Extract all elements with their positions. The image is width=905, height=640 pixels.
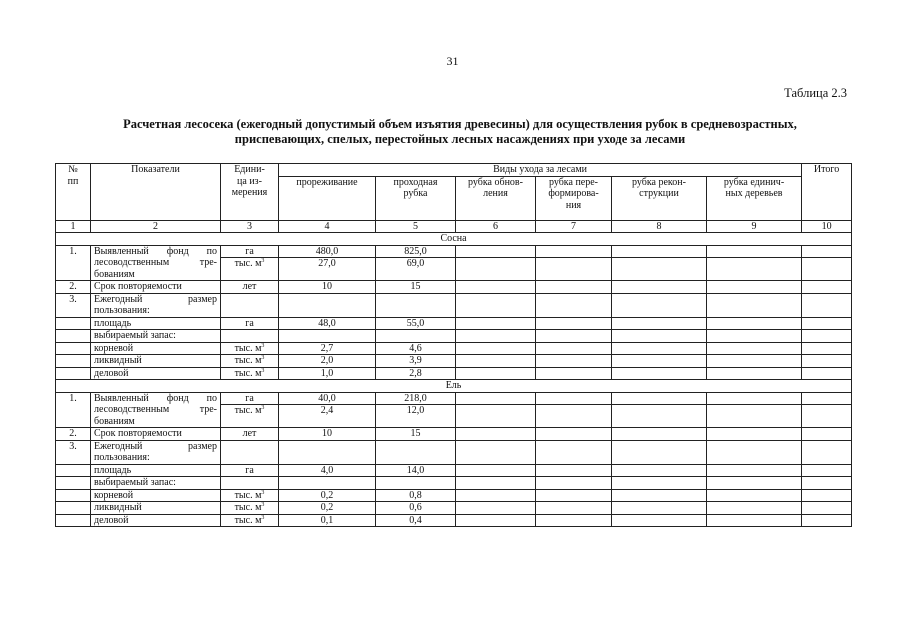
table-cell: 10 <box>279 281 376 294</box>
table-cell: корневой <box>91 489 221 502</box>
table-cell: деловой <box>91 514 221 527</box>
table-cell: 15 <box>376 428 456 441</box>
table-cell: 0,1 <box>279 514 376 527</box>
empty-cell <box>56 502 91 515</box>
col-number: 4 <box>279 220 376 233</box>
empty-cell <box>536 330 612 343</box>
empty-cell <box>456 428 536 441</box>
empty-cell <box>707 258 802 281</box>
empty-cell <box>456 317 536 330</box>
empty-cell <box>707 514 802 527</box>
table-cell: выбираемый запас: <box>91 330 221 343</box>
empty-cell <box>221 367 279 380</box>
empty-cell <box>456 514 536 527</box>
header-kind-reformation <box>536 176 612 220</box>
empty-cell <box>612 392 707 405</box>
table-row <box>56 281 852 294</box>
empty-cell <box>612 502 707 515</box>
empty-cell <box>376 477 456 490</box>
empty-cell <box>221 440 279 464</box>
cell-text: тыс. м <box>234 342 262 354</box>
cell-text: тыс. м <box>234 367 262 379</box>
empty-cell <box>612 514 707 527</box>
table-cell: 218,0 <box>376 392 456 405</box>
cell-text: лесоводственным тре- <box>94 404 217 415</box>
empty-cell <box>456 405 536 428</box>
col-number: 1 <box>56 220 91 233</box>
empty-cell <box>802 392 852 405</box>
empty-cell <box>612 440 707 464</box>
empty-cell <box>456 330 536 343</box>
table-cell: 2. <box>56 281 91 294</box>
cell-text: мерения <box>231 187 268 198</box>
empty-cell <box>456 440 536 464</box>
empty-cell <box>612 317 707 330</box>
empty-cell <box>802 464 852 477</box>
col-number: 2 <box>91 220 221 233</box>
empty-cell <box>536 367 612 380</box>
header-unit <box>221 164 279 221</box>
empty-cell <box>56 464 91 477</box>
empty-cell <box>456 367 536 380</box>
table-cell: га <box>221 392 279 405</box>
table-row <box>56 392 852 405</box>
table-row <box>56 477 852 490</box>
empty-cell <box>536 464 612 477</box>
table-cell: ликвидный <box>91 355 221 368</box>
cell-text: ных деревьев <box>725 188 783 199</box>
table-cell: 55,0 <box>376 317 456 330</box>
empty-cell <box>802 489 852 502</box>
empty-cell <box>612 405 707 428</box>
table-cell: 12,0 <box>376 405 456 428</box>
empty-cell <box>376 330 456 343</box>
table-cell: Срок повторяемости <box>91 281 221 294</box>
empty-cell <box>456 258 536 281</box>
empty-cell <box>456 477 536 490</box>
empty-cell <box>707 489 802 502</box>
col-number: 8 <box>612 220 707 233</box>
empty-cell <box>612 367 707 380</box>
cell-text: лесоводственным тре- <box>94 257 217 268</box>
table-cell: лет <box>221 281 279 294</box>
table-cell: площадь <box>91 317 221 330</box>
empty-cell <box>221 502 279 515</box>
header-kind-reconstruction <box>612 176 707 220</box>
table-cell: 27,0 <box>279 258 376 281</box>
empty-cell <box>802 477 852 490</box>
table-row <box>56 502 852 515</box>
empty-cell <box>56 355 91 368</box>
col-number: 7 <box>536 220 612 233</box>
table-cell: 69,0 <box>376 258 456 281</box>
empty-cell <box>56 367 91 380</box>
header-row-1 <box>56 164 852 177</box>
empty-cell <box>707 293 802 317</box>
empty-cell <box>536 428 612 441</box>
table-cell: 2. <box>56 428 91 441</box>
empty-cell <box>536 281 612 294</box>
table-row <box>56 514 852 527</box>
unit-superscript: 3 <box>261 489 265 496</box>
empty-cell <box>707 317 802 330</box>
empty-cell <box>536 405 612 428</box>
cell-text: рубка рекон- <box>632 176 686 188</box>
empty-cell <box>802 317 852 330</box>
section-row-pine <box>56 233 852 246</box>
column-numbers-row <box>56 220 852 233</box>
empty-cell <box>279 330 376 343</box>
table-cell: 2,4 <box>279 405 376 428</box>
table-cell: 0,4 <box>376 514 456 527</box>
header-kind-renewal <box>456 176 536 220</box>
table-row <box>56 440 852 464</box>
col-number: 9 <box>707 220 802 233</box>
empty-cell <box>221 489 279 502</box>
empty-cell <box>802 293 852 317</box>
title-line-2: приспевающих, спелых, перестойных лесных насаждениях при уходе за лесами <box>234 132 686 146</box>
table-cell: 1,0 <box>279 367 376 380</box>
empty-cell <box>56 330 91 343</box>
cell-text: тыс. м <box>234 355 262 366</box>
empty-cell <box>612 293 707 317</box>
empty-cell <box>612 245 707 258</box>
empty-cell <box>221 330 279 343</box>
cell-text: тыс. м <box>234 405 262 416</box>
label-annual <box>91 293 221 317</box>
table-cell: 3. <box>56 293 91 317</box>
empty-cell <box>456 392 536 405</box>
empty-cell <box>707 502 802 515</box>
table-cell: 2,7 <box>279 342 376 355</box>
label-fund <box>91 392 221 428</box>
cell-text: тыс. м <box>234 502 262 513</box>
cell-text: бованиям <box>94 268 135 280</box>
table-cell: 1. <box>56 245 91 281</box>
empty-cell <box>221 514 279 527</box>
empty-cell <box>536 489 612 502</box>
empty-cell <box>456 281 536 294</box>
table-cell: га <box>221 464 279 477</box>
empty-cell <box>536 245 612 258</box>
cell-text: рубка <box>403 188 428 199</box>
empty-cell <box>802 258 852 281</box>
empty-cell <box>802 355 852 368</box>
header-num <box>56 164 91 221</box>
empty-cell <box>456 342 536 355</box>
header-care-types: Виды ухода за лесами <box>279 164 802 177</box>
empty-cell <box>56 514 91 527</box>
cell-text: Выявленный фонд по <box>94 245 217 257</box>
label-fund <box>91 245 221 281</box>
table-row <box>56 355 852 368</box>
cell-text: струкции <box>639 188 679 199</box>
section-name: Сосна <box>56 233 852 246</box>
table-row <box>56 367 852 380</box>
table-cell: 3. <box>56 440 91 464</box>
table-cell: корневой <box>91 342 221 355</box>
empty-cell <box>536 502 612 515</box>
table-cell: 2,0 <box>279 355 376 368</box>
table-cell: 0,2 <box>279 502 376 515</box>
cell-text: рубка единич- <box>723 176 785 188</box>
cell-text: Ежегодный размер <box>94 440 217 452</box>
cell-text: рубка обнов- <box>468 176 523 188</box>
empty-cell <box>802 367 852 380</box>
table-row <box>56 293 852 317</box>
table-cell: 480,0 <box>279 245 376 258</box>
section-row-spruce <box>56 380 852 393</box>
empty-cell <box>376 293 456 317</box>
empty-cell <box>802 428 852 441</box>
empty-cell <box>536 293 612 317</box>
unit-superscript: 3 <box>261 514 265 521</box>
empty-cell <box>612 281 707 294</box>
cell-text: Ежегодный размер <box>94 293 217 305</box>
unit-superscript: 3 <box>261 405 265 411</box>
empty-cell <box>707 428 802 441</box>
unit-superscript: 3 <box>261 342 265 349</box>
empty-cell <box>279 477 376 490</box>
table-cell: га <box>221 245 279 258</box>
cell-text: ца из- <box>237 175 262 187</box>
table-row <box>56 330 852 343</box>
col-number: 10 <box>802 220 852 233</box>
empty-cell <box>707 405 802 428</box>
table-cell: 48,0 <box>279 317 376 330</box>
table-cell: 4,0 <box>279 464 376 477</box>
cell-text: рубка пере- <box>548 176 599 188</box>
cell-text: тыс. м <box>234 258 262 269</box>
page-number: 31 <box>446 54 459 68</box>
empty-cell <box>221 342 279 355</box>
unit-superscript: 3 <box>261 367 265 374</box>
empty-cell <box>456 355 536 368</box>
table-cell: 0,2 <box>279 489 376 502</box>
header-kind-thinning <box>279 176 376 220</box>
empty-cell <box>536 342 612 355</box>
empty-cell <box>612 330 707 343</box>
empty-cell <box>536 258 612 281</box>
empty-cell <box>56 489 91 502</box>
table-cell: ликвидный <box>91 502 221 515</box>
empty-cell <box>456 293 536 317</box>
empty-cell <box>802 330 852 343</box>
empty-cell <box>612 489 707 502</box>
empty-cell <box>221 293 279 317</box>
table-cell: 825,0 <box>376 245 456 258</box>
empty-cell <box>56 342 91 355</box>
empty-cell <box>221 258 279 281</box>
empty-cell <box>221 477 279 490</box>
empty-cell <box>536 392 612 405</box>
empty-cell <box>802 440 852 464</box>
empty-cell <box>707 330 802 343</box>
cell-text: Выявленный фонд по <box>94 392 217 404</box>
empty-cell <box>707 464 802 477</box>
empty-cell <box>536 440 612 464</box>
empty-cell <box>56 477 91 490</box>
table-cell: лет <box>221 428 279 441</box>
empty-cell <box>612 342 707 355</box>
table-cell: 14,0 <box>376 464 456 477</box>
empty-cell <box>612 258 707 281</box>
table-cell: Срок повторяемости <box>91 428 221 441</box>
empty-cell <box>376 440 456 464</box>
empty-cell <box>802 342 852 355</box>
label-annual <box>91 440 221 464</box>
table-row <box>56 317 852 330</box>
cell-text: прореживание <box>296 176 358 188</box>
cell-text: тыс. м <box>234 514 262 526</box>
header-kind-single-tree <box>707 176 802 220</box>
empty-cell <box>612 477 707 490</box>
empty-cell <box>456 464 536 477</box>
table-cell: 2,8 <box>376 367 456 380</box>
unit-superscript: 3 <box>261 258 265 264</box>
table-cell: деловой <box>91 367 221 380</box>
table-cell: выбираемый запас: <box>91 477 221 490</box>
empty-cell <box>536 317 612 330</box>
header-total: Итого <box>802 164 852 221</box>
table-cell: 15 <box>376 281 456 294</box>
table-row <box>56 489 852 502</box>
col-number: 6 <box>456 220 536 233</box>
section-name: Ель <box>56 380 852 393</box>
allowable-cut-table <box>55 163 852 527</box>
empty-cell <box>802 245 852 258</box>
table-cell: 10 <box>279 428 376 441</box>
table-row <box>56 342 852 355</box>
header-kind-passage <box>376 176 456 220</box>
table-cell: 0,8 <box>376 489 456 502</box>
empty-cell <box>279 293 376 317</box>
table-label: Таблица 2.3 <box>784 86 847 100</box>
empty-cell <box>221 355 279 368</box>
empty-cell <box>707 342 802 355</box>
empty-cell <box>707 392 802 405</box>
empty-cell <box>802 281 852 294</box>
empty-cell <box>279 440 376 464</box>
cell-text: пп <box>67 175 79 187</box>
empty-cell <box>536 355 612 368</box>
cell-text: ления <box>483 188 508 199</box>
cell-text: пользования: <box>94 305 150 316</box>
empty-cell <box>221 405 279 428</box>
table-cell: 0,6 <box>376 502 456 515</box>
cell-text: формирова- <box>548 188 599 199</box>
empty-cell <box>707 281 802 294</box>
empty-cell <box>802 514 852 527</box>
table-row <box>56 428 852 441</box>
empty-cell <box>707 245 802 258</box>
empty-cell <box>56 317 91 330</box>
table-row <box>56 245 852 258</box>
empty-cell <box>802 502 852 515</box>
table-row <box>56 464 852 477</box>
empty-cell <box>802 405 852 428</box>
table-cell: 3,9 <box>376 355 456 368</box>
empty-cell <box>707 477 802 490</box>
empty-cell <box>707 367 802 380</box>
empty-cell <box>707 355 802 368</box>
empty-cell <box>536 514 612 527</box>
cell-text: ния <box>565 199 582 211</box>
empty-cell <box>707 440 802 464</box>
unit-superscript: 3 <box>261 502 265 508</box>
title-line-1: Расчетная лесосека (ежегодный допустимый объем изъятия древесины) для осуществления рубок в средневозрастных, <box>123 117 797 131</box>
unit-superscript: 3 <box>261 355 265 361</box>
cell-text: пользования: <box>94 452 150 463</box>
cell-text: № <box>68 164 78 175</box>
cell-text: тыс. м <box>234 489 262 501</box>
table-cell: 40,0 <box>279 392 376 405</box>
empty-cell <box>456 502 536 515</box>
empty-cell <box>612 428 707 441</box>
table-cell: 4,6 <box>376 342 456 355</box>
col-number: 5 <box>376 220 456 233</box>
table-title <box>70 117 850 147</box>
empty-cell <box>456 489 536 502</box>
cell-text: Едини- <box>234 164 265 175</box>
cell-text: бованиям <box>94 415 135 427</box>
empty-cell <box>612 464 707 477</box>
cell-text: проходная <box>393 176 438 188</box>
empty-cell <box>536 477 612 490</box>
table-cell: площадь <box>91 464 221 477</box>
col-number: 3 <box>221 220 279 233</box>
empty-cell <box>612 355 707 368</box>
table-cell: га <box>221 317 279 330</box>
header-indicators: Показатели <box>91 164 221 221</box>
table-cell: 1. <box>56 392 91 428</box>
empty-cell <box>456 245 536 258</box>
